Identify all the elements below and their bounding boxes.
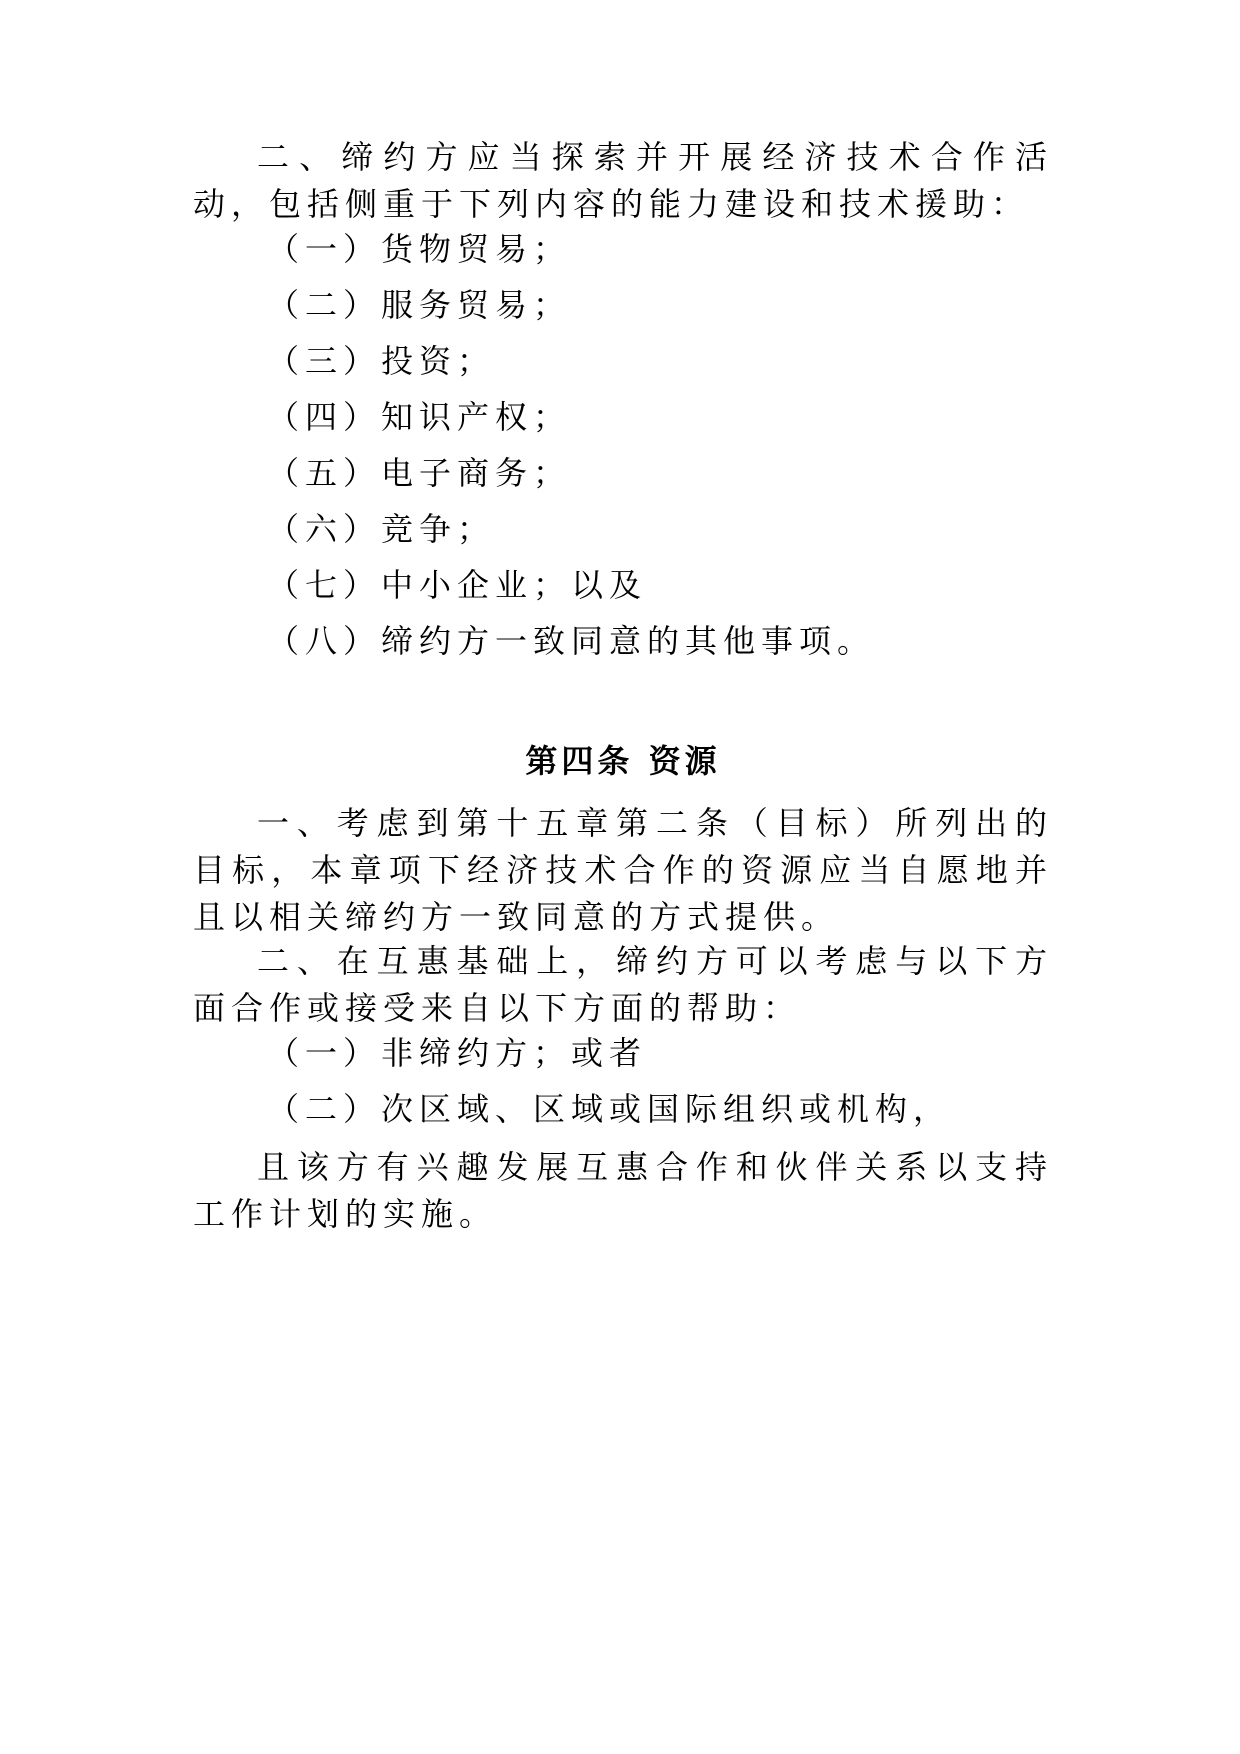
list-item: （四）知识产权；: [267, 398, 572, 436]
section-intro-paragraph: 二、缔约方应当探索并开展经济技术合作活动，包括侧重于下列内容的能力建设和技术援助：: [193, 138, 1053, 223]
list-item: （六）竞争；: [267, 510, 496, 548]
list-item: （一）货物贸易；: [267, 230, 572, 268]
list-item: （七）中小企业；以及: [267, 566, 648, 604]
list-item: （二）次区域、区域或国际组织或机构，: [267, 1090, 952, 1128]
list-item: （二）服务贸易；: [267, 286, 572, 324]
document-page: [193, 0, 1053, 1754]
article-heading: 第四条 资源: [525, 742, 721, 780]
article-closing-paragraph: 且该方有兴趣发展互惠合作和伙伴关系以支持工作计划的实施。: [193, 1148, 1053, 1233]
list-item: （三）投资；: [267, 342, 496, 380]
list-item: （一）非缔约方；或者: [267, 1034, 648, 1072]
article-paragraph-2: 二、在互惠基础上，缔约方可以考虑与以下方面合作或接受来自以下方面的帮助：: [193, 942, 1053, 1027]
list-item: （八）缔约方一致同意的其他事项。: [267, 622, 876, 660]
list-item: （五）电子商务；: [267, 454, 572, 492]
article-paragraph-1: 一、考虑到第十五章第二条（目标）所列出的目标，本章项下经济技术合作的资源应当自愿地并且以相关缔约方一致同意的方式提供。: [193, 804, 1053, 936]
